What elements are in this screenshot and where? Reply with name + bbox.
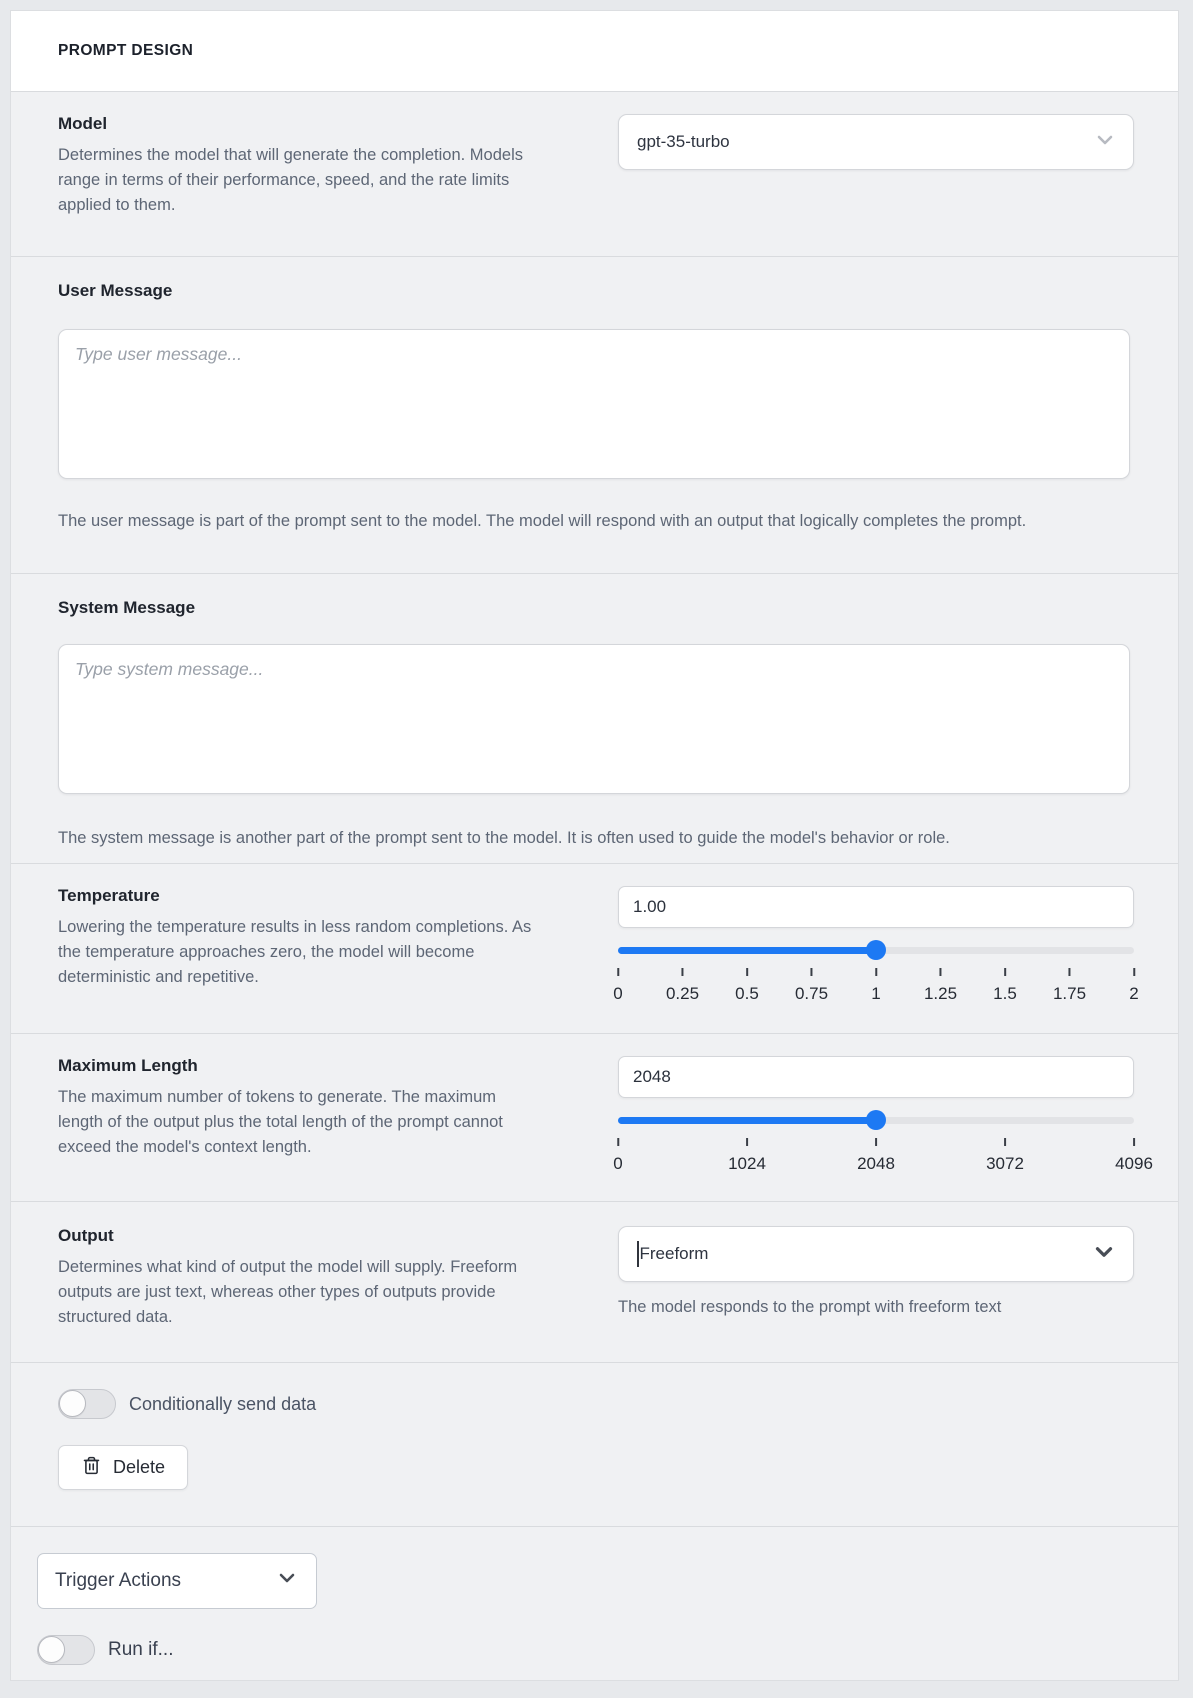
maximum-length-label: Maximum Length	[58, 1056, 198, 1075]
slider-tick	[1053, 968, 1086, 1004]
section-footer	[11, 1526, 1178, 1681]
toggle-knob	[38, 1636, 65, 1663]
chevron-down-icon	[275, 1566, 299, 1596]
conditionally-send-data-toggle[interactable]	[58, 1389, 116, 1419]
tick-mark	[1004, 1138, 1006, 1146]
trash-icon	[81, 1455, 102, 1481]
tick-mark	[875, 1138, 877, 1146]
tick-mark	[875, 968, 877, 976]
section-model	[11, 91, 1178, 256]
slider-tick	[1129, 968, 1138, 1004]
tick-label: 0.75	[794, 984, 829, 1003]
slider-tick	[924, 968, 957, 1004]
tick-mark	[617, 1138, 619, 1146]
system-message-help: The system message is another part of the prompt sent to the model. It is often used to guide the model's behavior or role.	[58, 829, 950, 847]
slider-tick	[728, 1138, 766, 1174]
slider-tick	[857, 1138, 895, 1174]
tick-label: 1.25	[923, 984, 958, 1003]
temperature-description: Lowering the temperature results in less random completions. As the temperature approaches zero, the model will become deterministic and repetitive.	[58, 918, 532, 986]
section-actions	[11, 1362, 1178, 1526]
slider-tick	[613, 968, 622, 1004]
system-message-label: System Message	[58, 598, 196, 617]
delete-button[interactable]	[58, 1445, 188, 1490]
tick-mark	[746, 1138, 748, 1146]
slider-tick	[986, 1138, 1024, 1174]
maximum-length-input[interactable]	[618, 1056, 1134, 1098]
section-maximum-length	[11, 1033, 1178, 1201]
tick-mark	[682, 968, 684, 976]
tick-label: 0	[613, 984, 623, 1003]
output-select-value: Freeform	[639, 1244, 709, 1263]
tick-label: 1024	[728, 1154, 766, 1173]
chevron-down-icon	[1091, 1239, 1117, 1270]
slider-fill	[618, 947, 876, 954]
delete-button-label: Delete	[113, 1457, 166, 1477]
tick-mark	[811, 968, 813, 976]
system-message-textarea[interactable]	[58, 644, 1130, 794]
output-help: The model responds to the prompt with freeform text	[618, 1298, 1002, 1316]
temperature-scale	[613, 968, 1139, 1016]
temperature-slider[interactable]	[618, 940, 1134, 960]
section-system-message	[11, 573, 1178, 863]
user-message-help: The user message is part of the prompt sent to the model. The model will respond with an output that logically completes the prompt.	[58, 512, 1027, 530]
slider-fill	[618, 1117, 876, 1124]
slider-tick	[666, 968, 699, 1004]
tick-label: 1.75	[1052, 984, 1087, 1003]
model-select[interactable]	[618, 114, 1134, 170]
slider-tick	[613, 1138, 622, 1174]
slider-tick	[993, 968, 1017, 1004]
tick-mark	[1069, 968, 1071, 976]
maximum-length-scale	[613, 1138, 1153, 1186]
tick-label: 2	[1129, 984, 1139, 1003]
tick-mark	[1133, 1138, 1135, 1146]
slider-tick	[795, 968, 828, 1004]
temperature-label: Temperature	[58, 886, 160, 905]
section-output	[11, 1201, 1178, 1362]
tick-label: 4096	[1115, 1154, 1153, 1173]
tick-label: 2048	[857, 1154, 895, 1173]
model-select-value: gpt-35-turbo	[637, 132, 730, 151]
trigger-actions-value: Trigger Actions	[55, 1570, 182, 1591]
text-caret	[637, 1241, 639, 1267]
prompt-design-card	[10, 10, 1179, 1681]
section-temperature	[11, 863, 1178, 1033]
tick-label: 1.5	[993, 984, 1017, 1003]
slider-tick	[735, 968, 759, 1004]
run-if-label: Run if...	[108, 1639, 174, 1660]
temperature-input[interactable]	[618, 886, 1134, 928]
model-description: Determines the model that will generate the completion. Models range in terms of their performance, speed, and the rate limits applied to them.	[58, 146, 523, 214]
conditionally-send-data-label: Conditionally send data	[129, 1393, 317, 1414]
user-message-textarea[interactable]	[58, 329, 1130, 479]
tick-label: 0.5	[735, 984, 759, 1003]
toggle-knob	[59, 1390, 86, 1417]
slider-thumb[interactable]	[866, 1110, 886, 1130]
tick-label: 3072	[986, 1154, 1024, 1173]
output-description: Determines what kind of output the model will supply. Freeform outputs are just text, whereas other types of outputs provide structured data.	[58, 1258, 518, 1326]
tick-mark	[1004, 968, 1006, 976]
card-header	[11, 11, 1178, 91]
output-label: Output	[58, 1226, 114, 1245]
chevron-down-icon	[1093, 128, 1117, 157]
run-if-toggle[interactable]	[37, 1635, 95, 1665]
tick-mark	[940, 968, 942, 976]
model-label: Model	[58, 114, 108, 133]
tick-mark	[617, 968, 619, 976]
user-message-label: User Message	[58, 281, 173, 300]
tick-mark	[1133, 968, 1135, 976]
section-user-message	[11, 256, 1178, 573]
tick-label: 0	[613, 1154, 623, 1173]
tick-label: 1	[871, 984, 881, 1003]
slider-thumb[interactable]	[866, 940, 886, 960]
tick-label: 0.25	[665, 984, 700, 1003]
maximum-length-slider[interactable]	[618, 1110, 1134, 1130]
tick-mark	[746, 968, 748, 976]
maximum-length-description: The maximum number of tokens to generate. The maximum length of the output plus the total length of the prompt cannot exceed the model's context length.	[58, 1088, 503, 1156]
slider-tick	[871, 968, 880, 1004]
slider-tick	[1115, 1138, 1153, 1174]
page-title: PROMPT DESIGN	[58, 42, 194, 59]
trigger-actions-select[interactable]	[37, 1553, 317, 1609]
output-select[interactable]	[618, 1226, 1134, 1282]
